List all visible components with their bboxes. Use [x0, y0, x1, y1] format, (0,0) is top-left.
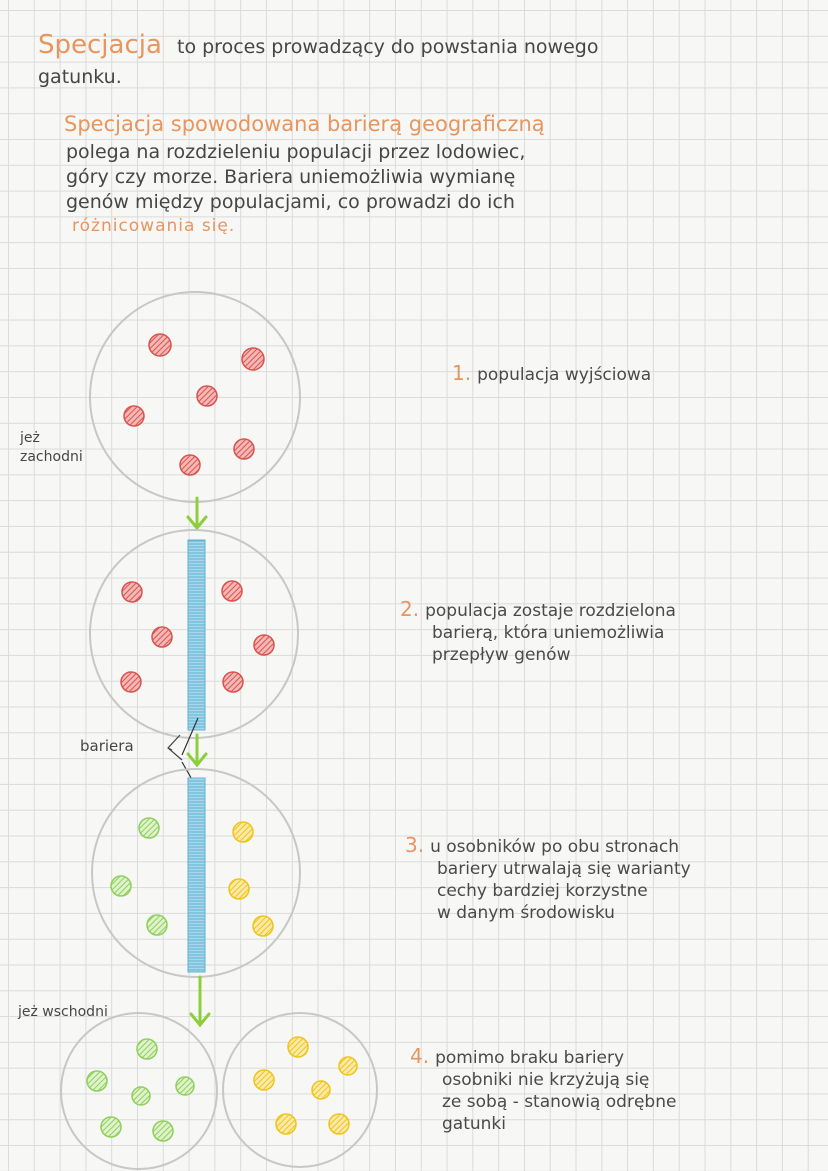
organism-red [234, 439, 254, 459]
organism-yellow [229, 879, 249, 899]
organism-green [139, 818, 159, 838]
organism-green [137, 1039, 157, 1059]
organism-yellow [254, 1070, 274, 1090]
step-number: 4. [410, 1044, 430, 1068]
organism-green [176, 1077, 194, 1095]
organisms-red-1 [124, 334, 264, 475]
step-line: populacja wyjściowa [477, 365, 652, 385]
label-west-hedgehog-2: zachodni [20, 449, 83, 465]
label-west-hedgehog-1: jeż [20, 430, 40, 446]
organism-green [101, 1117, 121, 1137]
organism-yellow [233, 822, 253, 842]
step-2 [400, 598, 676, 666]
organism-yellow [312, 1081, 330, 1099]
section-line-1: polega na rozdzieleniu populacji przez lodowiec, [66, 141, 526, 163]
organism-red [223, 672, 243, 692]
step-1 [452, 362, 651, 386]
step-4 [410, 1045, 676, 1135]
organism-red [121, 672, 141, 692]
geographic-barrier [188, 540, 205, 730]
organism-red [122, 582, 142, 602]
organism-green [153, 1121, 173, 1141]
label-east-hedgehog: jeż wschodni [18, 1004, 108, 1020]
step-line: w danym środowisku [437, 903, 615, 923]
intro-term: Specjacja [38, 30, 162, 60]
organism-red [242, 348, 264, 370]
organism-yellow [329, 1114, 349, 1134]
organism-red [149, 334, 171, 356]
organisms-yellow-4 [254, 1037, 357, 1134]
organism-red [152, 627, 172, 647]
organism-red [254, 635, 274, 655]
arrow-down-icon [188, 735, 206, 765]
step-number: 2. [400, 597, 420, 621]
section-line-3: genów między populacjami, co prowadzi do ich [66, 191, 515, 213]
organism-green [147, 915, 167, 935]
arrow-down-icon [191, 977, 209, 1025]
organism-yellow [339, 1057, 357, 1075]
section-title: Specjacja spowodowana barierą geograficzną [64, 112, 545, 136]
barrier-pointer-icon [168, 735, 182, 760]
organism-red [180, 455, 200, 475]
population-circle-4-east [223, 1013, 377, 1167]
section-line-2: góry czy morze. Bariera uniemożliwia wymianę [66, 166, 516, 188]
step-line: barierą, która uniemożliwia [432, 623, 665, 643]
step-line: bariery utrwalają się warianty [437, 859, 691, 879]
step-line: populacja zostaje rozdzielona [425, 601, 676, 621]
geographic-barrier [188, 778, 205, 972]
step-3 [405, 834, 691, 924]
intro-definition-cont: gatunku. [38, 66, 122, 88]
organism-green [87, 1071, 107, 1091]
organisms-green-4 [87, 1039, 194, 1141]
step-line: przepływ genów [432, 645, 571, 665]
organism-yellow [288, 1037, 308, 1057]
step-line: gatunki [442, 1114, 506, 1134]
step-line: u osobników po obu stronach [430, 837, 679, 857]
step-number: 3. [405, 833, 425, 857]
organism-green [132, 1087, 150, 1105]
step-line: osobniki nie krzyżują się [442, 1070, 650, 1090]
organism-red [197, 386, 217, 406]
step-line: pomimo braku bariery [435, 1048, 625, 1068]
step-line: ze sobą - stanowią odrębne [442, 1092, 677, 1112]
organisms-yellow-3 [229, 822, 273, 936]
organism-red [124, 406, 144, 426]
organisms-green-3 [111, 818, 167, 935]
organism-yellow [276, 1114, 296, 1134]
step-number: 1. [452, 361, 472, 385]
organism-green [111, 876, 131, 896]
organism-red [222, 581, 242, 601]
organism-yellow [253, 916, 273, 936]
step-line: cechy bardziej korzystne [437, 881, 648, 901]
intro-definition-text: to proces prowadzący do powstania nowego [177, 36, 599, 58]
section-last-line: różnicowania się. [72, 216, 236, 236]
label-barrier: bariera [80, 737, 134, 755]
